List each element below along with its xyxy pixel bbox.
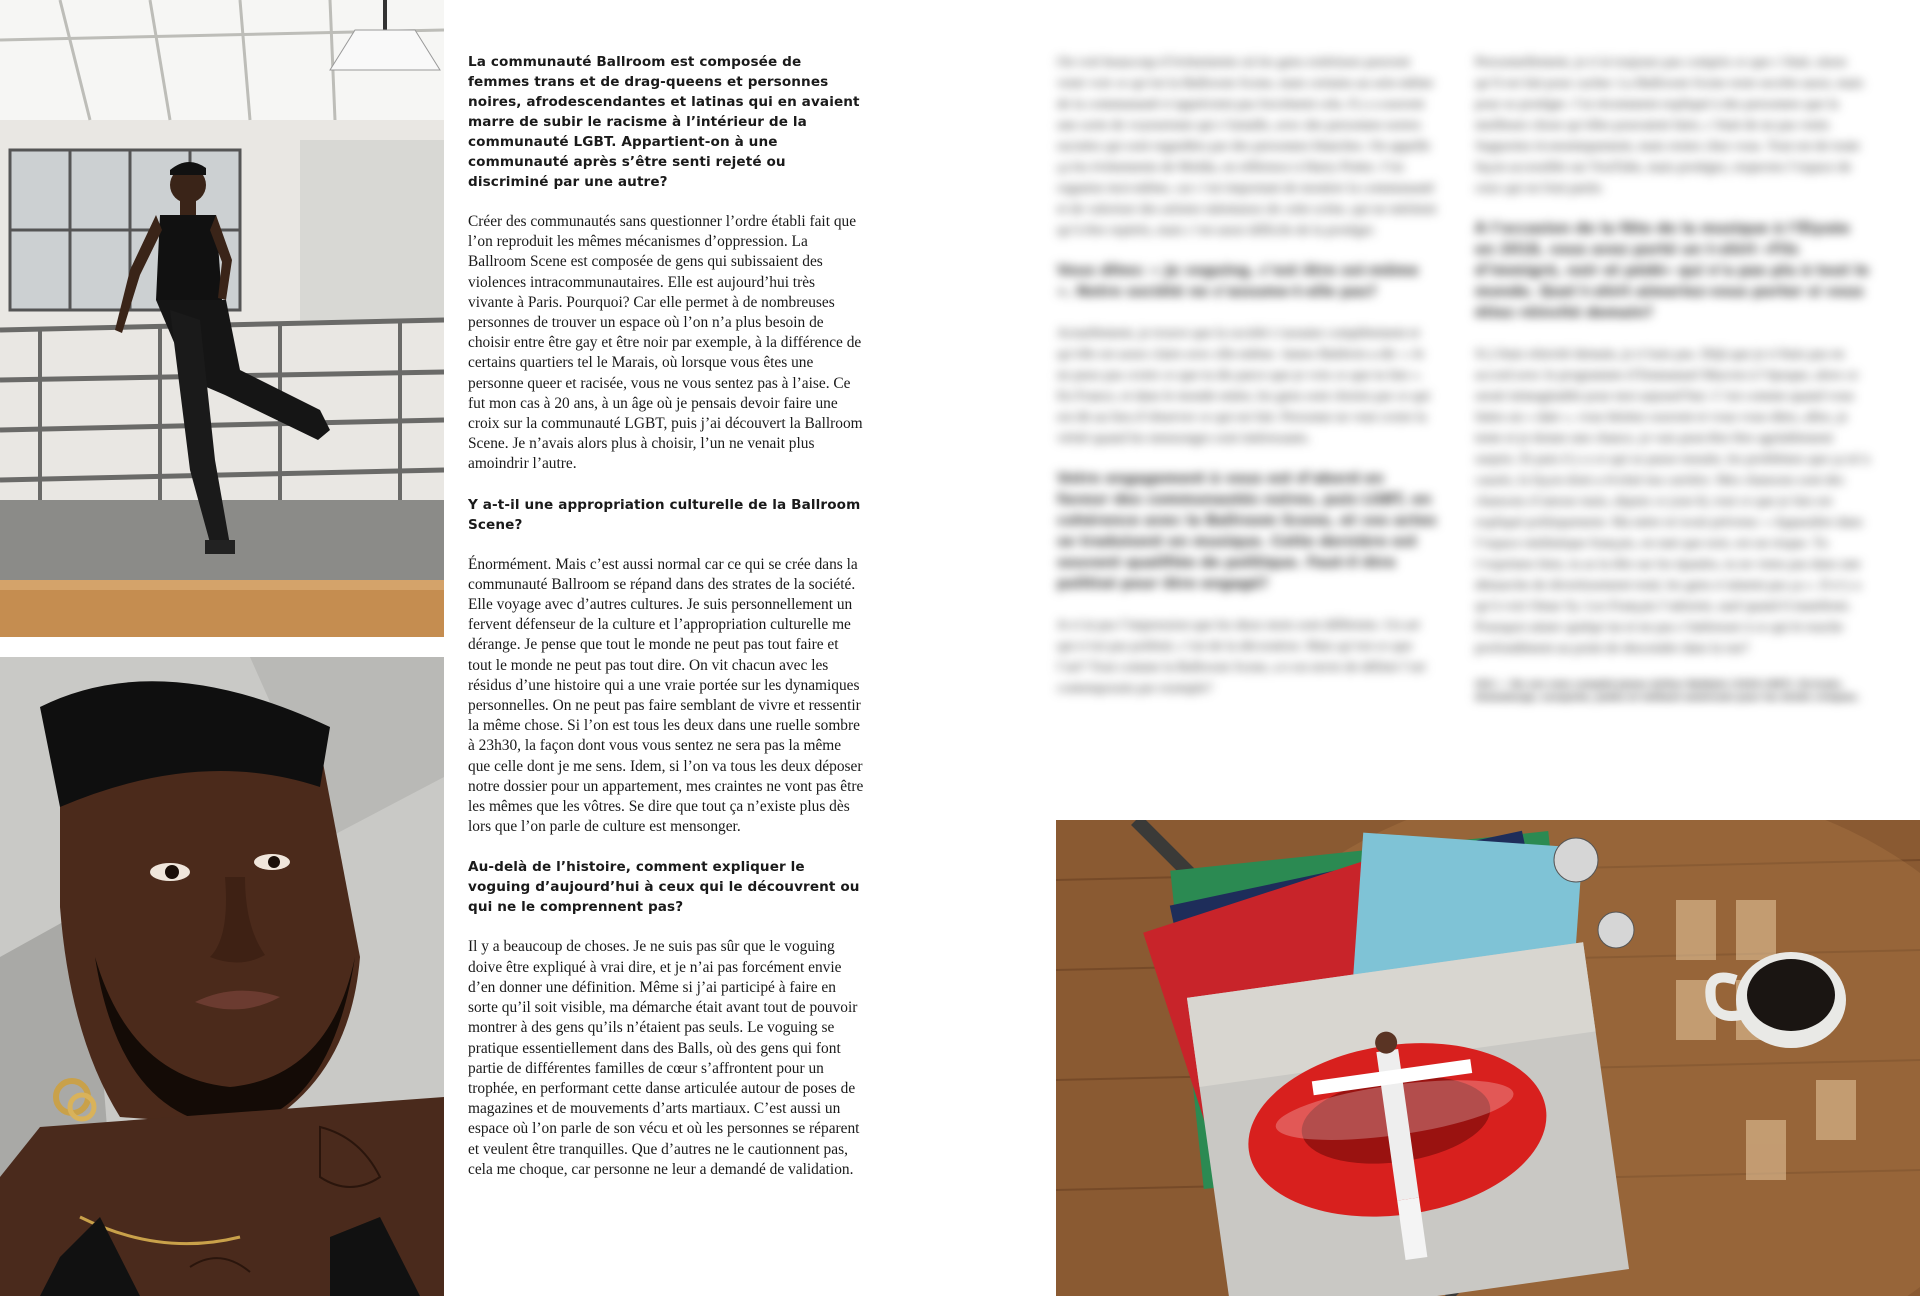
blurred-answer-5: Si j’étais réinvité demain, je n’irais pas. Déjà que je n’étais pas en accord avec le programme d’Emmanuel Macron à l’époque, alors ce serait inimaginable pour moi aujourd’hui. C’est comme quand vous faites un « date », vous hésitez souvent et vous vous dites, allez, je tente et je donne une chance, je vais peut-être être agréablement surpris. Et puis il y a ce qui se passe ensuite, les problèmes que ça m’a causés, la façon dont a évolué ma carrière. Mes chansons sont des chansons d’amour mais, depuis ce jour-là, tout ce que je fais est expliqué politiquement. Ma mère m’avait prévenu: « Apparaître dans l’espace médiatique français, en tant que noir, est un risque. Tu t’exprimes bien, tu as la tête sur les épaules, tu ne viens pas dans une démarche de divertissement total, les gens n’aiment pas ça ». Il n’y a qu’à voir Omar Sy. Les Français l’adorent, sauf quand il manifeste. Pourquoi aimer quelqu’un et ne pas s’intéresser à ce qui le touche profondément au point de descendre dans la rue? <box>1475 347 1870 656</box>
portrait-photo-closeup <box>0 657 444 1296</box>
records-table-photo <box>1056 820 1920 1296</box>
answer-3: Il y a beaucoup de choses. Je ne suis pas sûr que le voguing doive être expliqué à vrai dire, et je n’ai pas forcément envie d’en donner une définition. Même si j’ai participé à faire en sorte qu’il soit visible, ma démarche était avant tout de pouvoir montrer à des gens qu’ils n’étaient pas seuls. Le voguing se pratique essentiellement dans des Balls, où des gens qui font partie de différentes familles de cœur s’affrontent pour un trophée, en performant cette danse articulée autour de poses de magazines et de mouvements d’arts martiaux. C’est aussi un espace où l’on parle de son vécu et où les personnes se réparent et veulent être tranquilles. Que d’autres ne le cautionnent pas, cela me choque, car personne ne leur a demandé de validation. <box>468 938 860 1178</box>
blurred-question-2: Votre engagement à vous est d’abord en faveur des communautés noires, puis LGBT, en cohérence avec la Ballroom Scene, et vos actes se traduisent en musique. Cette dernière est souvent qualifiée de politique. Faut-il être politisé pour être engagé? <box>1057 471 1437 592</box>
portrait-photo-walkway <box>0 0 444 637</box>
blurred-column-2 <box>1475 52 1870 714</box>
question-2: Y a-t-il une appropriation culturelle de la Ballroom Scene? <box>468 496 861 533</box>
answer-2: Énormément. Mais c’est aussi normal car ce qui se crée dans la communauté Ballroom se répand dans des strates de la société. Elle voyage avec d’autres cultures. Je suis personnellement un fervent défenseur de la culture et l’appropriation culturelle me dérange. Je pense que tout le monde ne peut pas tout faire et tout le monde ne peut pas tout dire. On vit chacun avec les résidus d’une histoire qui a une vraie portée sur les dynamiques personnelles. On ne peut pas faire semblant de vivre et ressentir la même chose. Si l’on est tous les deux dans une ruelle sombre à 23h30, la façon dont vous vous sentez ne sera pas la même que celle dont je me sens. Idem, si l’on va tous les deux déposer notre dossier pour un appartement, mes craintes ne vont pas être les mêmes que les vôtres. Se dire que tout ça n’existe plus dès lors que l’on parle de culture est mensonger. <box>468 555 864 836</box>
question-1: La communauté Ballroom est composée de femmes trans et de drag-queens et personnes noires, afrodescendantes et latinas qui en avaient marre de subir le racisme à l’intérieur de la communauté LGBT. Appartient-on à une communauté après s’être senti rejeté ou discriminé par une autre? <box>468 54 860 190</box>
footnote: (01) — De son nom complet James Arthur Baldwin (1924-1987). Écrivain, dramaturge, essayiste, poète et militant américain pour les droits civiques. <box>1475 680 1860 703</box>
blurred-column-1 <box>1057 52 1437 719</box>
question-3: Au-delà de l’histoire, comment expliquer le voguing d’aujourd’hui à ceux qui le découvrent ou qui ne le comprennent pas? <box>468 859 860 916</box>
blurred-question-1: Vous dites: « Je voguing, c’est être soi-même ». Notre société ne s’assume-t-elle pas? <box>1057 263 1419 300</box>
answer-1: Créer des communautés sans questionner l’ordre établi fait que l’on reproduit les mêmes mécanismes d’oppression. La Ballroom Scene est composée de gens qui subissaient des violences intracommunautaires. Elle est aujourd’hui très vivante à Paris. Pourquoi? Car elle permet à de nombreuses personnes de trouver un espace où l’on n’a plus besoin de choisir entre être gay et être noir par exemple, à la différence de certains quartiers tel le Marais, où lorsque vous êtes une personne queer et racisée, vous ne vous sentez pas à l’aise. Ce fut mon cas à 20 ans, à un âge où je pensais devoir faire une croix sur la communauté LGBT, puis j’ai découvert la Ballroom Scene. Je n’avais alors plus à choisir, l’un ne venait plus amoindrir l’autre. <box>468 213 863 473</box>
blurred-answer-4: Personnellement, je n’ai toujours pas compris ce que c’était, sinon qu’il est fait pour cacher. La Ballroom Scene reste secrète aussi, mais pour se protéger. J’ai récemment expliqué à des personnes que la meilleure chose qu’elles pouvaient faire, c’était de ne pas venir. Supportez économiquement, mais restez chez vous. Tout est de toute façon accessible sur YouTube, mais protégez, respectez l’espace de ceux qui en font partie. <box>1475 55 1864 196</box>
blurred-answer-1: On voit beaucoup d’événements où les gens extérieurs peuvent venir voir ce qu’est la Ballroom Scene, mais certains au sein même de la communauté n’apprécient pas forcément cela. Il y a souvent une sorte de voyeurisme qui s’installe, avec des personnes noires racisées qui sont regardées par des personnes blanches. On appelle ça les événements de Moldu, en référence à Harry Potter. J’en organise moi-même, car c’est important de montrer la communauté et de valoriser des artistes talentueux de cette scène, qui ne méritent qu’à être repérés, mais c’est aussi difficile de la protéger. <box>1057 55 1437 238</box>
blurred-answer-3: Je n’ai pas l’impression que les deux mots sont différents. Un art qui n’est pas politisé, c’est de la décoration. Mais qu’est-ce que l’art? Tout comme la Ballroom Scene, a-t-on envie de définir l’art contemporain par exemple? <box>1057 618 1426 696</box>
blurred-question-3: À l’occasion de la fête de la musique à l’Élysée en 2018, vous avez porté un t-shirt «Fils d’immigré, noir et pédé» qui n’a pas plu à tout le monde. Quel t-shirt aimeriez-vous porter si vous étiez réinvité demain? <box>1475 221 1869 321</box>
interview-column <box>468 52 864 1200</box>
blurred-answer-2: Actuellement, je trouve que la société s’assume complètement et qu’elle est assez claire avec elle-même. James Baldwin a dit: « Je ne peux pas croire ce que tu dis parce que je vois ce que tu fais ». En France, et dans le monde entier, les gens sont choisis par ce qui est dit au lieu d’observer ce qui est fait. Personne ne veut croire la vérité quand les mensonges sont intéressants. <box>1057 326 1431 446</box>
